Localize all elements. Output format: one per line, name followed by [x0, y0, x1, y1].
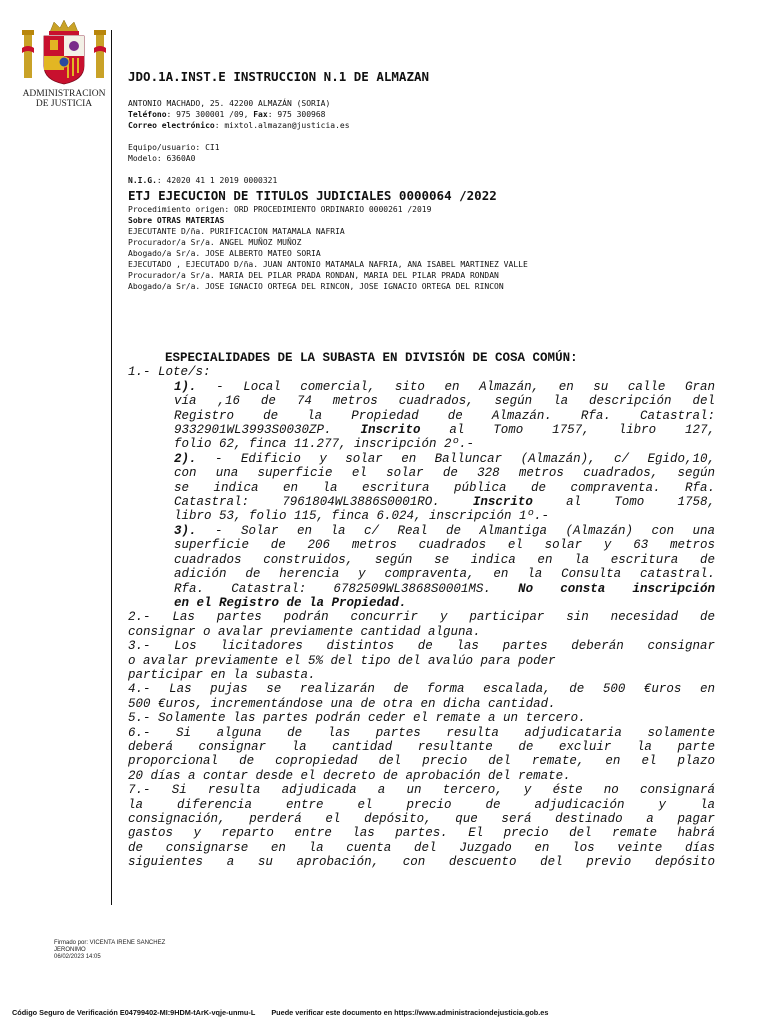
lote-2-line-e: libro 53, folio 115, finca 6.024, inscripción 1º.- [174, 509, 550, 524]
court-address: ANTONIO MACHADO, 25. 42200 ALMAZÁN (SORIA) [128, 99, 331, 108]
email-label: Correo electrónico [128, 121, 215, 130]
lote-1-line-b: vía ,16 de 74 metros cuadrados, según la descripción del [174, 394, 715, 409]
lote-3-line-c: cuadrados construidos, según se indica en la escritura de [174, 552, 715, 567]
para-6-line-a: 6.- Si alguna de las partes resulta adjudicataria solamente [128, 725, 715, 740]
sobre-materia: Sobre OTRAS MATERIAS [128, 216, 225, 225]
para-7-line-f: siguientes a su aprobación, con descuento del previo depósito [128, 855, 715, 870]
para-3-line-a: 3.- Los licitadores distintos de las partes deberán consignar [128, 639, 715, 654]
lote-3-line-b: superficie de 206 metros cuadrados el solar y 63 metros [174, 538, 715, 553]
lote-1-line-c: Registro de la Propiedad de Almazán. Rfa. Catastral: [174, 408, 715, 423]
lote-3-line-e [128, 582, 715, 596]
lote-2-line-c: se indica en la escritura pública de compraventa. Rfa. [174, 480, 715, 495]
lote-1-line-a [128, 380, 715, 394]
lote-2-line-b: con una superficie el solar de 328 metros cuadrados, según [174, 466, 715, 481]
para-7-line-d: gastos y reparto entre las partes. El precio del remate habrá [128, 826, 715, 841]
procurador-ejecutado: Procurador/a Sr/a. MARIA DEL PILAR PRADA RONDAN, MARIA DEL PILAR PRADA RONDAN [128, 271, 499, 280]
para-4-line-b: 500 €uros, incrementándose una de otra en dicha cantidad. [128, 696, 556, 711]
lote-2-catastral: Catastral: 7961804WL3886S0001RO. [174, 495, 473, 510]
phone-label: Teléfono [128, 110, 167, 119]
lote-2-line-a [128, 452, 715, 466]
court-phone-fax [128, 109, 325, 121]
ejecutante: EJECUTANTE D/ña. PURIFICACION MATAMALA NAFRIA [128, 227, 345, 236]
para-7-line-a: 7.- Si resulta adjudicada a un tercero, y éste no consignará [128, 783, 715, 798]
para-7-line-c: consignación, perderá el depósito, que será destinado a pagar [128, 812, 715, 826]
lote-3-line-d: adición de herencia y compraventa, en la Consulta catastral. [174, 567, 715, 582]
lote-3-line-a [128, 524, 715, 538]
para-6-line-b: deberá consignar la cantidad resultante de excluir la parte [128, 739, 715, 754]
lote-2-number: 2). [174, 451, 197, 466]
court-email [128, 120, 350, 132]
lote-1-tomo: al Tomo 1757, libro 127, [420, 423, 716, 438]
signed-by: Firmado por: VICENTA IRENE SANCHEZ [54, 940, 166, 946]
admin-label-line1: ADMINISTRACION [22, 89, 106, 99]
document-body [128, 351, 715, 870]
lote-3-text-a: - Solar en la c/ Real de Almantiga (Almazán) con una [196, 523, 715, 538]
lote-1-text-a: - Local comercial, sito en Almazán, en su calle Gran [196, 379, 715, 394]
para-2-line-a: 2.- Las partes podrán concurrir y participar sin necesidad de [128, 610, 715, 625]
lote-1-inscrito: Inscrito [360, 423, 421, 438]
para-7-line-b: la diferencia entre el precio de adjudicación y la [128, 797, 715, 812]
verification-footer [12, 1008, 562, 1017]
para-2-line-b: consignar o avalar previamente cantidad alguna. [128, 624, 481, 639]
lote-2-tomo: al Tomo 1758, [532, 495, 715, 510]
email-value: : mixtol.almazan@justicia.es [214, 121, 350, 130]
verify-link[interactable]: Puede verificar este documento en https://www.administraciondejusticia.gob.es [271, 1008, 549, 1017]
margin-divider-line [111, 30, 112, 905]
lote-1-catastral: 9332901WL3993S0030ZP. [174, 423, 361, 438]
phone-value: : 975 300001 /09, [166, 110, 254, 119]
lote-1-line-e: folio 62, finca 11.277, inscripción 2º.- [174, 437, 475, 452]
lotes-label: 1.- Lote/s: [128, 365, 211, 380]
para-4-line-a: 4.- Las pujas se realizarán de forma escalada, de 500 €uros en [128, 682, 715, 697]
lote-3-catastral: Rfa. Catastral: 6782509WL3868S0001MS. [174, 581, 519, 596]
signed-date: 06/02/2023 14:05 [54, 954, 101, 960]
abogado-ejecutante: Abogado/a Sr/a. JOSE ALBERTO MATEO SORIA [128, 249, 321, 258]
lote-3-number: 3). [174, 523, 197, 538]
lote-3-line-f: en el Registro de la Propiedad. [174, 595, 407, 610]
equipo-usuario: Equipo/usuario: CI1 [128, 143, 220, 152]
lote-3-no-consta: No consta inscripción [518, 581, 716, 596]
court-name-heading: JDO.1A.INST.E INSTRUCCION N.1 DE ALMAZAN [128, 69, 430, 84]
nig-label: N.I.G. [128, 176, 157, 185]
csv-code: Código Seguro de Verificación E04799402-MI:9HDM-tArK-vqje-unmu-L [12, 1008, 256, 1017]
nig-line [128, 175, 277, 187]
signer-line2: JERONIMO [54, 947, 86, 953]
lote-1-number: 1). [174, 379, 197, 394]
para-7-line-e: de consignarse en la cuenta del Juzgado en los veinte días [128, 840, 715, 855]
spanish-coat-of-arms-icon [20, 18, 108, 86]
nig-value: : 42020 41 1 2019 0000321 [156, 176, 278, 185]
admin-label-line2: DE JUSTICIA [35, 99, 93, 109]
administracion-de-justicia-label [14, 89, 114, 109]
ejecutado: EJECUTADO , EJECUTADO D/ña. JUAN ANTONIO MATAMALA NAFRIA, ANA ISABEL MARTINEZ VALLE [128, 260, 528, 269]
lote-2-inscrito: Inscrito [472, 495, 533, 510]
lote-1-line-d [128, 423, 715, 437]
para-6-line-d: 20 días a contar desde el decreto de aprobación del remate. [128, 768, 571, 783]
lote-2-text-a: - Edificio y solar en Balluncar (Almazán), c/ Egido,10, [196, 451, 715, 466]
case-title: ETJ EJECUCION DE TITULOS JUDICIALES 0000064 /2022 [128, 188, 497, 203]
para-3-line-c: participar en la subasta. [128, 667, 316, 682]
lote-2-line-d [128, 495, 715, 509]
modelo: Modelo: 6360A0 [128, 154, 196, 163]
para-5: 5.- Solamente las partes podrán ceder el remate a un tercero. [128, 711, 586, 726]
procedimiento-origen: Procedimiento origen: ORD PROCEDIMIENTO ORDINARIO 0000261 /2019 [128, 205, 432, 214]
fax-value: : 975 300968 [267, 110, 326, 119]
abogado-ejecutado: Abogado/a Sr/a. JOSE IGNACIO ORTEGA DEL RINCON, JOSE IGNACIO ORTEGA DEL RINCON [128, 282, 504, 291]
para-6-line-c: proporcional de copropiedad del precio del remate, en el plazo [128, 754, 715, 769]
fax-label: Fax [253, 110, 268, 119]
section-heading: ESPECIALIDADES DE LA SUBASTA EN DIVISIÓN DE COSA COMÚN: [165, 351, 578, 365]
electronic-signature [54, 940, 165, 961]
procurador-ejecutante: Procurador/a Sr/a. ANGEL MUÑOZ MUÑOZ [128, 238, 302, 247]
para-3-line-b: o avalar previamente el 5% del tipo del avalúo para poder [128, 653, 556, 668]
